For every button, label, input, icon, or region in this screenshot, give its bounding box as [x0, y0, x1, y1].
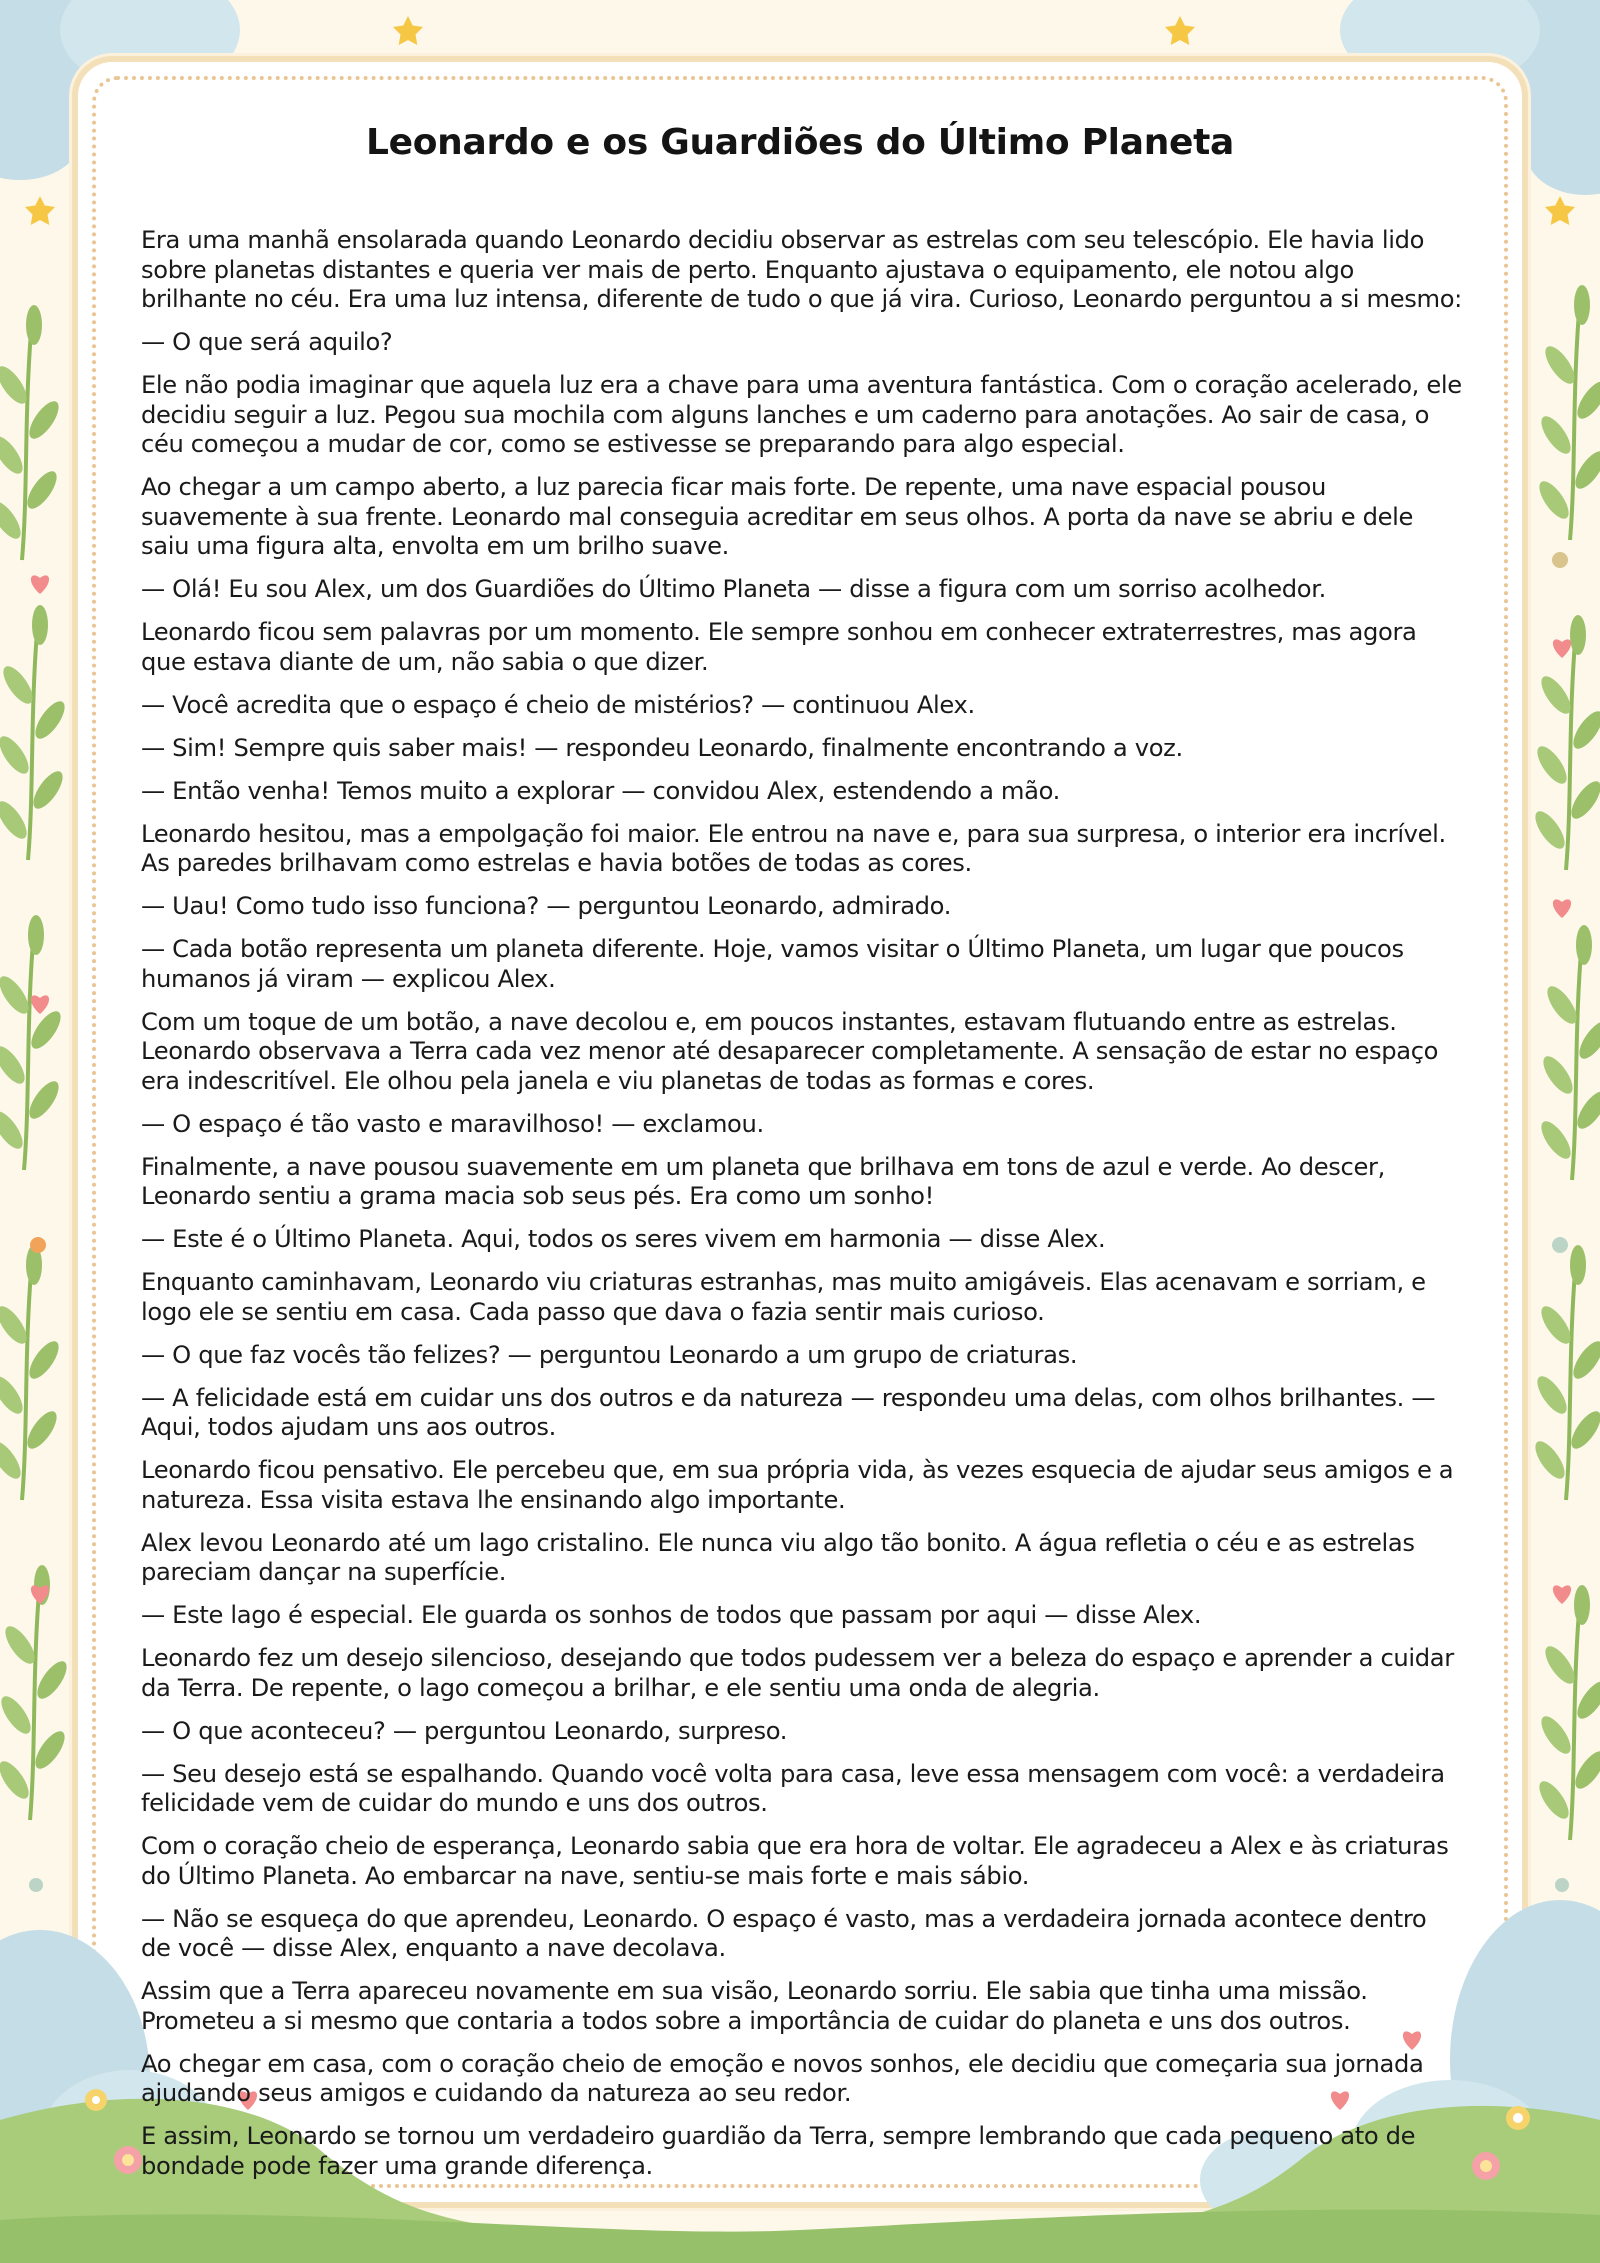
paragraph: — O que faz vocês tão felizes? — perguntou Leonardo a um grupo de criaturas. — [141, 1340, 1078, 1369]
paragraph: — O que aconteceu? — perguntou Leonardo, surpreso. — [141, 1716, 788, 1745]
paragraph: — Este é o Último Planeta. Aqui, todos os seres vivem em harmonia — disse Alex. — [141, 1225, 1106, 1253]
paragraph: Era uma manhã ensolarada quando Leonardo decidiu observar as estrelas com seu telescópio. Ele havia lido sobre planetas distantes e queria ver mais de perto. Enquanto ajustava o equipamento, ele notou algo brilhante no céu. Era uma luz intensa, diferente de tudo o que já vira. Curioso, Leonardo perguntou a si mesmo: — [141, 226, 1462, 313]
paragraph: Leonardo ficou pensativo. Ele percebeu que, em sua própria vida, às vezes esquecia de ajudar seus amigos e a natureza. Essa visita estava lhe ensinando algo importante. — [141, 1456, 1454, 1514]
story-text — [141, 226, 1463, 2195]
paragraph: — Seu desejo está se espalhando. Quando você volta para casa, leve essa mensagem com você: a verdadeira felicidade vem de cuidar do mundo e uns dos outros. — [141, 1759, 1445, 1817]
paragraph: — Então venha! Temos muito a explorar — convidou Alex, estendendo a mão. — [141, 776, 1060, 805]
paragraph: Leonardo hesitou, mas a empolgação foi maior. Ele entrou na nave e, para sua surpresa, o interior era incrível. As paredes brilhavam como estrelas e havia botões de todas as cores. — [141, 819, 1446, 877]
paragraph: Finalmente, a nave pousou suavemente em um planeta que brilhava em tons de azul e verde. Ao descer, Leonardo sentiu a grama macia sob seus pés. Era como um sonho! — [141, 1152, 1385, 1210]
paragraph: — Uau! Como tudo isso funciona? — perguntou Leonardo, admirado. — [141, 892, 952, 920]
story-title: Leonardo e os Guardiões do Último Planeta — [365, 122, 1235, 163]
paragraph: Leonardo fez um desejo silencioso, desejando que todos pudessem ver a beleza do espaço e aprender a cuidar da Terra. De repente, o lago começou a brilhar, e ele sentiu uma onda de alegria. — [141, 1644, 1454, 1702]
paragraph: Ao chegar em casa, com o coração cheio de emoção e novos sonhos, ele decidiu que começaria sua jornada ajudando seus amigos e cuidando da natureza ao seu redor. — [141, 2049, 1424, 2107]
paragraph: — Sim! Sempre quis saber mais! — respondeu Leonardo, finalmente encontrando a voz. — [141, 733, 1183, 762]
paragraph: — A felicidade está em cuidar uns dos outros e da natureza — respondeu uma delas, com olhos brilhantes. — Aqui, todos ajudam uns aos outros. — [141, 1383, 1436, 1441]
paragraph: Assim que a Terra apareceu novamente em sua visão, Leonardo sorriu. Ele sabia que tinha uma missão. Prometeu a si mesmo que contaria a todos sobre a importância de cuidar do planeta e uns dos outros. — [141, 1977, 1368, 2035]
paragraph: E assim, Leonardo se tornou um verdadeiro guardião da Terra, sempre lembrando que cada pequeno ato de bondade pode fazer uma grande diferença. — [141, 2122, 1416, 2180]
paragraph: Com o coração cheio de esperança, Leonardo sabia que era hora de voltar. Ele agradeceu a Alex e às criaturas do Último Planeta. Ao embarcar na nave, sentiu-se mais forte e mais sábio. — [141, 1832, 1449, 1890]
paragraph: — O espaço é tão vasto e maravilhoso! — exclamou. — [141, 1109, 764, 1138]
paragraph: Ao chegar a um campo aberto, a luz parecia ficar mais forte. De repente, uma nave espacial pousou suavemente à sua frente. Leonardo mal conseguia acreditar em seus olhos. A porta da nave se abriu e dele saiu uma figura alta, envolta em um brilho suave. — [141, 473, 1414, 560]
paragraph: — Você acredita que o espaço é cheio de mistérios? — continuou Alex. — [141, 690, 975, 719]
paragraph: — Este lago é especial. Ele guarda os sonhos de todos que passam por aqui — disse Alex. — [141, 1601, 1202, 1629]
paragraph: — Não se esqueça do que aprendeu, Leonardo. O espaço é vasto, mas a verdadeira jornada acontece dentro de você — disse Alex, enquanto a nave decolava. — [141, 1904, 1427, 1962]
paragraph: Alex levou Leonardo até um lago cristalino. Ele nunca viu algo tão bonito. A água refletia o céu e as estrelas pareciam dançar na superfície. — [141, 1528, 1415, 1586]
paragraph: — Olá! Eu sou Alex, um dos Guardiões do Último Planeta — disse a figura com um sorriso acolhedor. — [141, 575, 1326, 603]
paragraph: Ele não podia imaginar que aquela luz era a chave para uma aventura fantástica. Com o coração acelerado, ele decidiu seguir a luz. Pegou sua mochila com alguns lanches e um caderno para anotações. Ao sair de casa, o céu começou a mudar de cor, como se estivesse se preparando para algo especial. — [141, 371, 1462, 458]
paragraph: Com um toque de um botão, a nave decolou e, em poucos instantes, estavam flutuando entre as estrelas. Leonardo observava a Terra cada vez menor até desaparecer completamente. A sensação de estar no espaço era indescritível. Ele olhou pela janela e viu planetas de todas as formas e cores. — [141, 1007, 1439, 1095]
paragraph: Enquanto caminhavam, Leonardo viu criaturas estranhas, mas muito amigáveis. Elas acenavam e sorriam, e logo ele se sentiu em casa. Cada passo que dava o fazia sentir mais curioso. — [141, 1268, 1426, 1326]
paragraph: Leonardo ficou sem palavras por um momento. Ele sempre sonhou em conhecer extraterrestres, mas agora que estava diante de um, não sabia o que dizer. — [141, 618, 1417, 676]
paragraph: — Cada botão representa um planeta diferente. Hoje, vamos visitar o Último Planeta, um lugar que poucos humanos já viram — explicou Alex. — [141, 935, 1404, 993]
paragraph: — O que será aquilo? — [141, 328, 393, 356]
